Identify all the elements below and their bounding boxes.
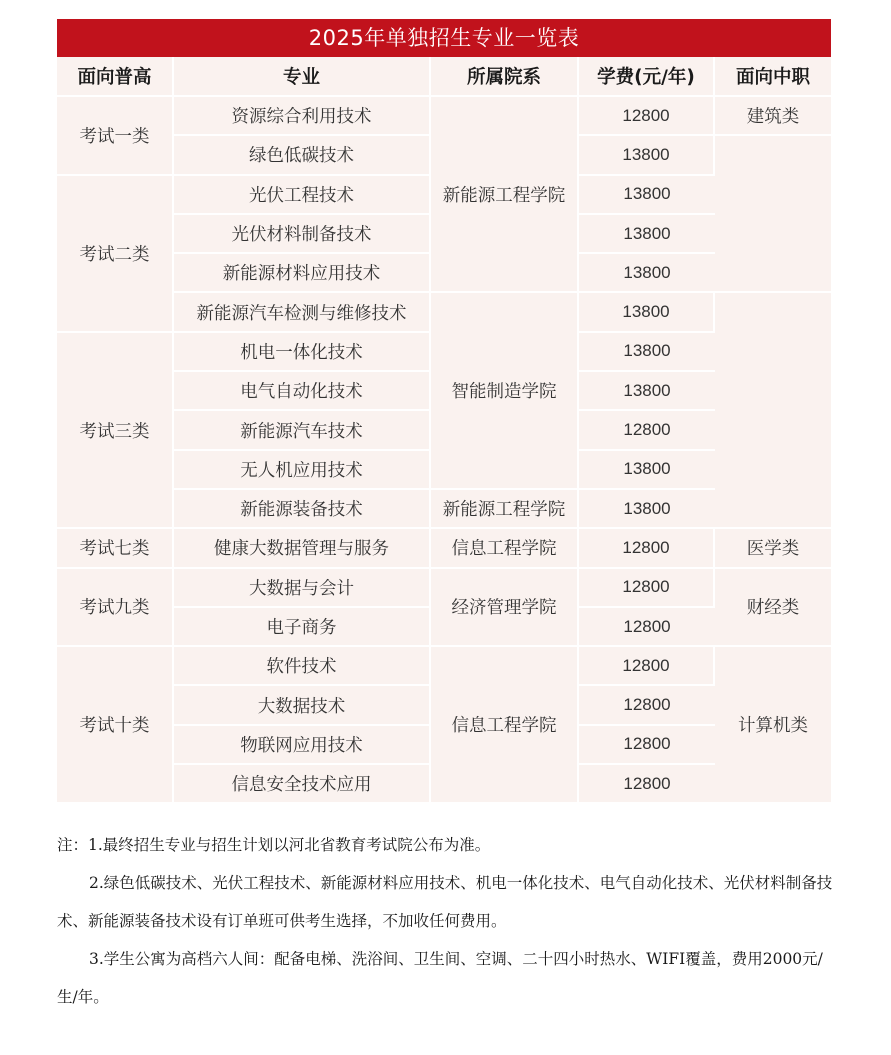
table-row [57,647,831,686]
fee-cell: 13800 [579,136,715,175]
table-row [57,529,831,568]
department-cell: 信息工程学院 [431,647,579,804]
major-cell: 光伏工程技术 [174,176,431,215]
fee-cell: 12800 [579,647,715,686]
note-3: 3.学生公寓为高档六人间：配备电梯、洗浴间、卫生间、空调、二十四小时热水、WIFI覆盖，费用2000元/生/年。 [57,950,823,1006]
fee-cell: 12800 [579,686,715,725]
major-cell: 新能源材料应用技术 [174,254,431,293]
major-cell: 新能源汽车技术 [174,411,431,450]
major-cell: 机电一体化技术 [174,333,431,372]
category-cell: 考试一类 [57,97,174,176]
major-cell: 电子商务 [174,608,431,647]
notes-section [57,826,837,1016]
vocational-empty-cell [715,293,831,529]
fee-cell: 12800 [579,529,715,568]
major-cell: 无人机应用技术 [174,451,431,490]
department-cell: 经济管理学院 [431,569,579,648]
fee-cell: 13800 [579,293,715,332]
note-2: 2.绿色低碳技术、光伏工程技术、新能源材料应用技术、机电一体化技术、电气自动化技术、光伏材料制备技术、新能源装备技术设有订单班可供考生选择，不加收任何费用。 [57,874,833,930]
major-cell: 新能源汽车检测与维修技术 [174,293,431,332]
table-title: 2025年单独招生专业一览表 [57,19,831,57]
header-major: 专业 [174,57,431,97]
major-cell: 新能源装备技术 [174,490,431,529]
category-cell: 考试九类 [57,569,174,648]
category-cell: 考试三类 [57,333,174,529]
admissions-table-panel [57,19,831,804]
fee-cell: 12800 [579,569,715,608]
fee-cell: 13800 [579,215,715,254]
table-row [57,293,831,332]
major-cell: 大数据与会计 [174,569,431,608]
fee-cell: 13800 [579,372,715,411]
department-cell: 智能制造学院 [431,293,579,489]
majors-table [57,57,831,804]
table-header-row [57,57,831,97]
fee-cell: 13800 [579,451,715,490]
category-cell: 考试二类 [57,176,174,333]
table-row [57,490,831,529]
major-cell: 大数据技术 [174,686,431,725]
department-cell: 新能源工程学院 [431,97,579,293]
fee-cell: 12800 [579,97,715,136]
vocational-cell: 计算机类 [715,647,831,804]
table-row [57,97,831,136]
category-cell: 考试十类 [57,647,174,804]
major-cell: 信息安全技术应用 [174,765,431,804]
fee-cell: 12800 [579,411,715,450]
fee-cell: 12800 [579,726,715,765]
note-1: 注：1.最终招生专业与招生计划以河北省教育考试院公布为准。 [57,836,491,854]
fee-cell: 12800 [579,765,715,804]
major-cell: 资源综合利用技术 [174,97,431,136]
vocational-cell: 建筑类 [715,97,831,136]
fee-cell: 13800 [579,490,715,529]
department-cell: 信息工程学院 [431,529,579,568]
department-cell: 新能源工程学院 [431,490,579,529]
header-department: 所属院系 [431,57,579,97]
fee-cell: 12800 [579,608,715,647]
header-tuition: 学费(元/年) [579,57,715,97]
fee-cell: 13800 [579,254,715,293]
major-cell: 健康大数据管理与服务 [174,529,431,568]
header-vocational: 面向中职 [715,57,831,97]
major-cell: 光伏材料制备技术 [174,215,431,254]
category-cell: 考试七类 [57,529,174,568]
major-cell: 电气自动化技术 [174,372,431,411]
header-general-high-school: 面向普高 [57,57,174,97]
major-cell: 绿色低碳技术 [174,136,431,175]
major-cell: 物联网应用技术 [174,726,431,765]
vocational-cell: 医学类 [715,529,831,568]
major-cell: 软件技术 [174,647,431,686]
fee-cell: 13800 [579,333,715,372]
vocational-cell: 财经类 [715,569,831,648]
table-row [57,569,831,608]
vocational-empty-cell [715,136,831,293]
fee-cell: 13800 [579,176,715,215]
